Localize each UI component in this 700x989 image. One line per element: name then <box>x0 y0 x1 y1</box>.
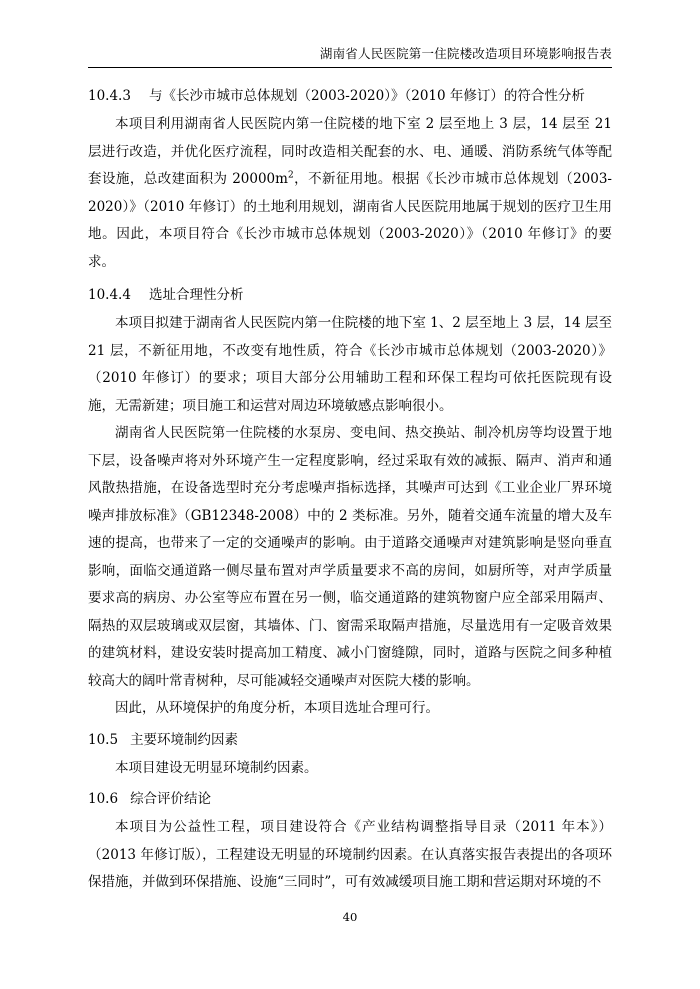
paragraph-text: 本项目利用湖南省人民医院内第一住院楼的地下室 2 层至地上 3 层，14 层至 21 层进行改造，并优化医疗流程，同时改造相关配套的水、电、通暖、消防系统气体等配套设施，总改建面积为 $20000m^2$，不新征用地。根据《长沙市城市总体规划（2003-2020）》（2010 年修订）的土地利用规划，湖南省人民医院用地属于规划的医疗卫生用地。因此，本项目符合《长沙市城市总体规划（2003-2020）》（2010 年修订》的要求。 <box>88 116 612 270</box>
heading-number: 10.6 <box>88 791 119 807</box>
heading-number: 10.5 <box>88 731 119 748</box>
header-divider <box>88 67 612 68</box>
heading-text: 选址合理性分析 <box>148 287 244 303</box>
heading-10-4-4 <box>88 281 612 309</box>
heading-text: 综合评价结论 <box>130 791 212 807</box>
page-header: 湖南省人民医院第一住院楼改造项目环境影响报告表 <box>319 46 612 61</box>
paragraph-10-4-4-2: 湖南省人民医院第一住院楼的水泵房、变电间、热交换站、制冷机房等均设置于地下层，设备噪声将对外环境产生一定程度影响，经过采取有效的减振、隔声、消声和通风散热措施，在设备选型时充分考虑噪声指标选择，其噪声可达到《工业企业厂界环境噪声排放标准》（GB12348-2008）中的 2 类标准。另外，随着交通车流量的增大及车速的提高，也带来了一定的交通噪声的影响。由于道路交通噪声对建筑影响是竖向垂直影响，面临交通道路一侧尽量布置对声学质量要求不高的房间，如厨所等，对声学质量要求高的病房、办公室等应布置在另一侧，临交通道路的建筑物窗户应全部采用隔声、隔热的双层玻璃或双层窗，其墙体、门、窗需采取隔声措施，尽量选用有一定吸音效果的建筑材料，建设安装时提高加工精度、减小门窗缝隙，同时，道路与医院之间多种植较高大的阔叶常青树种，尽可能减轻交通噪声对医院大楼的影响。 <box>88 425 612 689</box>
heading-text: 与《长沙市城市总体规划（2003-2020）》（2010 年修订）的符合性分析 <box>148 88 585 104</box>
heading-number: 10.4.4 <box>88 287 131 303</box>
heading-number: 10.4.3 <box>88 88 131 104</box>
paragraph-10-4-4-1: 本项目拟建于湖南省人民医院内第一住院楼的地下室 1、2 层至地上 3 层，14 层至 21 层，不新征用地，不改变有地性质，符合《长沙市城市总体规划（2003-2020）》（2010 年修订）的要求；项目大部分公用辅助工程和环保工程均可依托医院现有设施，无需新建；项目施工和运营对周边环境敏感点影响很小。 <box>88 315 612 414</box>
page-number: 40 <box>342 910 358 924</box>
document-body <box>88 82 612 897</box>
heading-10-6 <box>88 784 612 814</box>
paragraph-10-6-1: 本项目为公益性工程，项目建设符合《产业结构调整指导目录（2011 年本》）（2013 年修订版），工程建设无明显的环境制约因素。在认真落实报告表提出的各项环保措施，并做到环保措施、设施“三同时”，可有效减缓项目施工期和营运期对环境的不 <box>88 819 612 890</box>
heading-text: 主要环境制约因素 <box>130 731 239 748</box>
paragraph-10-4-3-1 <box>88 111 612 276</box>
heading-10-4-3 <box>88 82 612 110</box>
paragraph-10-4-4-3: 因此，从环境保护的角度分析，本项目选址合理可行。 <box>115 700 439 716</box>
paragraph-10-5-1: 本项目建设无明显环境制约因素。 <box>115 759 318 776</box>
heading-10-5 <box>88 725 612 755</box>
